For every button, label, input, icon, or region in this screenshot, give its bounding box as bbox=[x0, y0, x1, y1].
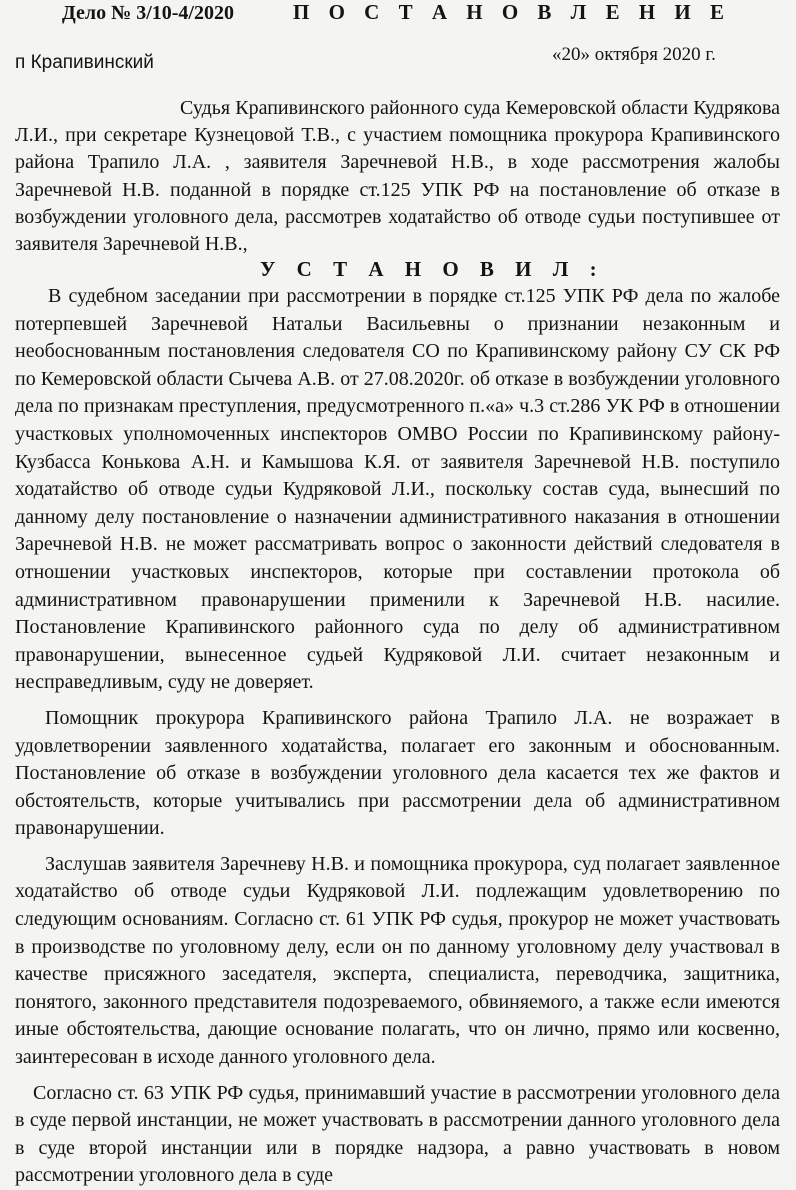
document-header bbox=[0, 0, 796, 80]
section-title: У С Т А Н О В И Л : bbox=[260, 257, 605, 281]
document-date: «20» октября 2020 г. bbox=[552, 44, 716, 65]
case-number: Дело № 3/10-4/2020 bbox=[62, 2, 234, 24]
body-paragraph: Помощник прокурора Крапивинского района Трапило Л.А. не возражает в удовлетворении заявленного ходатайства, полагает его законным и обоснованным. Постановление об отказе в возбуждении уголовного дела касается тех же фактов и обстоятельств, которые учитывались при рассмотрении дела об административном правонарушении. bbox=[15, 706, 780, 840]
body-paragraph: Согласно ст. 63 УПК РФ судья, принимавший участие в рассмотрении уголовного дела в суде первой инстанции, не может участвовать в рассмотрении данного уголовного дела в суде второй инстанции или в порядке надзора, а равно участвовать в новом рассмотрении уголовного дела в суде bbox=[15, 1081, 780, 1187]
intro-paragraph: Судья Крапивинского районного суда Кемеровской области Кудрякова Л.И., при секретаре Кузнецовой Т.В., с участием помощника прокурора Крапивинского района Трапило Л.А. , заявителя Заречневой Н.В., в ходе рассмотрения жалобы Заречневой Н.В. поданной в порядке ст.125 УПК РФ на постановление об отказе в возбуждении уголовного дела, рассмотрев ходатайство об отводе судьи поступившее от заявителя Заречневой Н.В., bbox=[15, 97, 780, 256]
body-paragraph: Заслушав заявителя Заречневу Н.В. и помощника прокурора, суд полагает заявленное ходатайство об отводе судьи Кудряковой Л.И. подлежащим удовлетворению по следующим основаниям. Согласно ст. 61 УПК РФ судья, прокурор не может участвовать в производстве по уголовному делу, если он по данному уголовному делу участвовал в качестве присяжного заседателя, эксперта, специалиста, переводчика, защитника, понятого, законного представителя подозреваемого, обвиняемого, а также если имеются иные обстоятельства, дающие основание полагать, что он лично, прямо или косвенно, заинтересован в исходе данного уголовного дела. bbox=[15, 852, 780, 1069]
document-title: П О С Т А Н О В Л Е Н И Е bbox=[293, 0, 732, 24]
document-body bbox=[15, 283, 780, 1190]
place-of-issue: п Крапивинский bbox=[15, 52, 154, 73]
body-paragraph: В судебном заседании при рассмотрении в порядке ст.125 УПК РФ дела по жалобе потерпевшей Заречневой Натальи Васильевны о признании незаконным и необоснованным постановления следователя СО по Крапивинскому району СУ СК РФ по Кемеровской области Сычева А.В. от 27.08.2020г. об отказе в возбуждении уголовного дела по признакам преступления, предусмотренного п.«а» ч.3 ст.286 УК РФ в отношении участковых уполномоченных инспекторов ОМВО России по Крапивинскому району-Кузбасса Конькова А.Н. и Камышова К.Я. от заявителя Заречневой Н.В. поступило ходатайство об отводе судьи Кудряковой Л.И., поскольку состав суда, вынесший по данному делу постановление о назначении административного наказания в отношении Заречневой Н.В. не может рассматривать вопрос о законности действий следователя в отношении участковых инспекторов, которые при составлении протокола об административном правонарушении применили к Заречневой Н.В. насилие. Постановление Крапивинского районного суда по делу об административном правонарушении, вынесенное судьей Кудряковой Л.И. считает незаконным и несправедливым, суду не доверяет. bbox=[15, 285, 780, 694]
